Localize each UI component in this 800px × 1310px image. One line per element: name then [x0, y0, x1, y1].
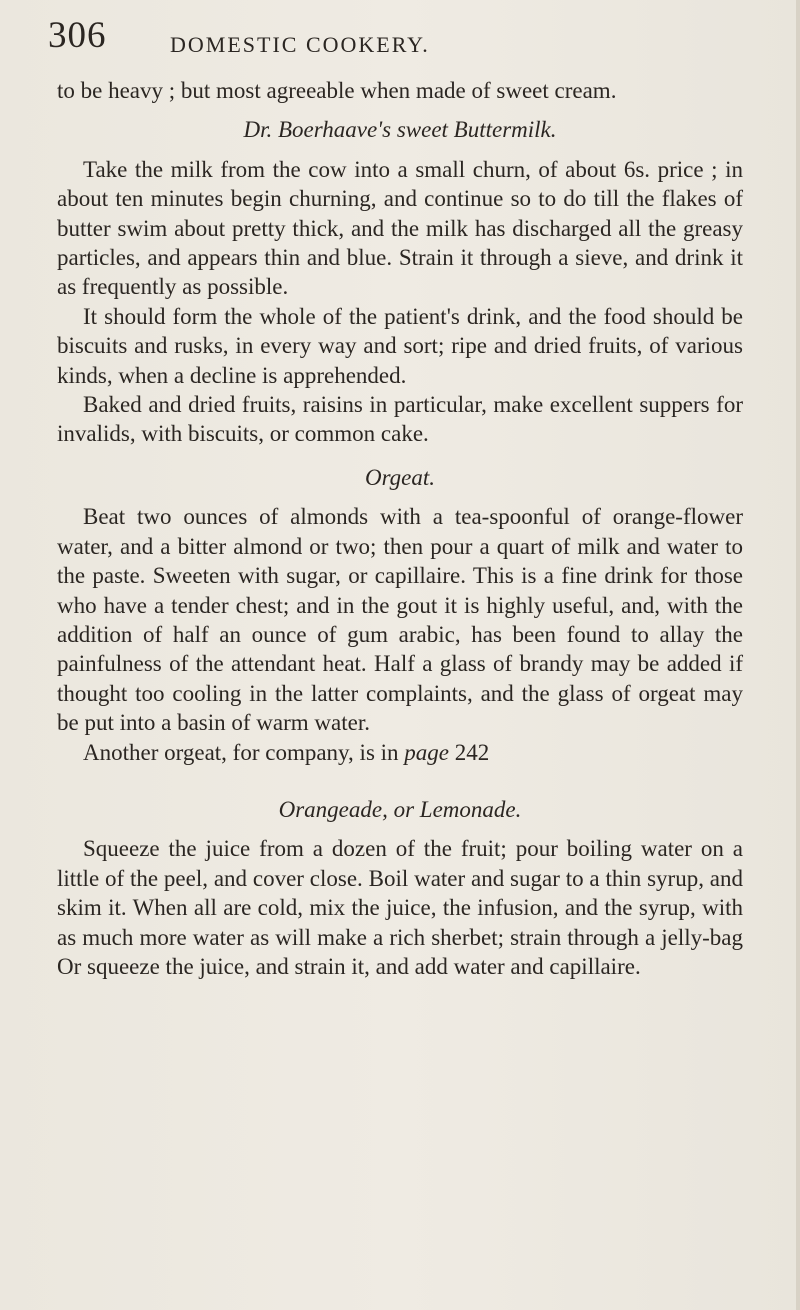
reference-text: Another orgeat, for company, is in: [83, 739, 399, 765]
paragraph-buttermilk-method: Take the milk from the cow into a small churn, of about 6s. price ; in about ten minutes begin churning, and continue so to do till the flakes of butter swim about pretty thick, and the milk has discharged all the greasy particles, and appears thin and blue. Strain it through a sieve, and drink it as frequently as possible.: [57, 156, 743, 300]
paragraph-orangeade-method: Squeeze the juice from a dozen of the fruit; pour boiling water on a little of the peel, and cover close. Boil water and sugar to a thin syrup, and skim it. When all are cold, mix the juice, the infusion, and the syrup, with as much more water as will make a rich sherbet; strain through a jelly-bag Or squeeze the juice, and strain it, and add water and capillaire.: [57, 836, 743, 979]
running-head: DOMESTIC COOKERY.: [170, 32, 430, 57]
paragraph-orgeat-method: Beat two ounces of almonds with a tea-spoonful of orange-flower water, and a bitter almond or two; then pour a quart of milk and water to the paste. Sweeten with sugar, or capillaire. This is a fine drink for those who have a tender chest; and in the gout it is highly useful, and, with the addition of half an ounce of gum arabic, has been found to allay the painfulness of the attendant heat. Half a glass of brandy may be added if thought too cooling in the latter complaints, and the glass of orgeat may be put into a basin of warm water.: [57, 504, 743, 736]
paragraph-orgeat-reference: [57, 738, 743, 767]
recipe-title-orgeat: Orgeat.: [364, 464, 436, 490]
paragraph-buttermilk-diet: It should form the whole of the patient's drink, and the food should be biscuits and rusks, in every way and sort; ripe and dried fruits, of various kinds, when a decline is apprehended.: [57, 303, 743, 388]
page-edge: [796, 0, 800, 1310]
page-body: [57, 76, 743, 981]
reference-page-number: 242: [454, 739, 490, 765]
recipe-title-orangeade: Orangeade, or Lemonade.: [278, 796, 522, 822]
paragraph-continued: to be heavy ; but most agreeable when made of sweet cream.: [57, 78, 617, 103]
page-number: 306: [48, 15, 107, 56]
reference-page-word: page: [404, 739, 449, 765]
recipe-title-buttermilk: Dr. Boerhaave's sweet Buttermilk.: [243, 117, 557, 143]
paragraph-baked-fruits: Baked and dried fruits, raisins in particular, make excellent suppers for invalids, with biscuits, or common cake.: [57, 392, 743, 447]
page-header: [48, 14, 748, 74]
